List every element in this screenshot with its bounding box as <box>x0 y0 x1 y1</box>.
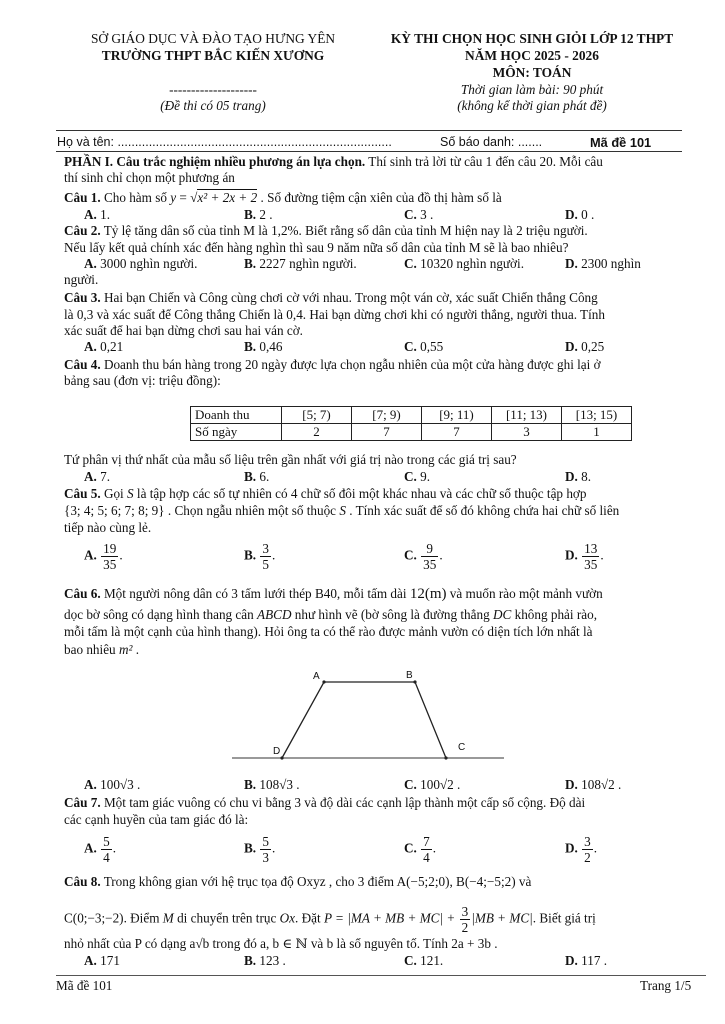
table-cell: [5; 7) <box>282 407 352 424</box>
exam-title: KỲ THI CHỌN HỌC SINH GIỎI LỚP 12 THPT <box>390 31 674 46</box>
point-b <box>413 680 416 683</box>
question-8: Câu 8. Trong không gian với hệ trục tọa độ Oxyz , cho 3 điểm A(−5;2;0), B(−4;−5;2) và <box>64 874 532 889</box>
question-2-line2: Nếu lấy kết quả chính xác đến hàng nghìn thì sau 9 năm nữa số dân của tỉnh M sẽ là bao nhiêu? <box>64 240 569 255</box>
table-header-days: Số ngày <box>191 424 282 441</box>
label-b: B <box>406 670 413 681</box>
question-2: Câu 2. Tỷ lệ tăng dân số của tỉnh M là 1,2%. Biết rằng số dân của tỉnh M hiện nay là 2 triệu người. <box>64 223 588 238</box>
q7-option-c[interactable]: C. $\frac{7}{4}$ . <box>404 834 437 865</box>
table-cell: [11; 13) <box>492 407 562 424</box>
q5-option-a[interactable]: A. $\frac{19}{35}$ . <box>84 541 123 572</box>
table-cell: 2 <box>282 424 352 441</box>
q6-option-a[interactable]: A. 100√3 . <box>84 777 141 792</box>
q4-option-b[interactable]: B. 6. <box>244 469 270 484</box>
name-field: Họ và tên: ............................................................................... <box>57 135 392 149</box>
candidate-number-field: Số báo danh: ....... <box>440 135 543 149</box>
q6-option-d[interactable]: D. 108√2 . <box>565 777 622 792</box>
table-cell: 7 <box>352 424 422 441</box>
question-4-line3: Tứ phân vị thứ nhất của mẫu số liệu trên gần nhất với giá trị nào trong các giá trị sau? <box>64 452 517 467</box>
table-cell: 7 <box>422 424 492 441</box>
q6-option-b[interactable]: B. 108√3 . <box>244 777 300 792</box>
page-count-note: (Đề thi có 05 trang) <box>160 98 266 113</box>
q1-option-d[interactable]: D. 0 . <box>565 207 595 222</box>
question-7-line2: các cạnh huyền của tam giác đó là: <box>64 812 249 827</box>
question-6-line4: bao nhiêu m² . <box>64 642 140 657</box>
q8-option-a[interactable]: A. 171 <box>84 953 120 968</box>
q3-option-a[interactable]: A. 0,21 <box>84 339 124 354</box>
label-d: D <box>273 746 281 757</box>
q4-option-d[interactable]: D. 8. <box>565 469 592 484</box>
label-a: A <box>313 671 320 682</box>
exam-code: Mã đề 101 <box>590 135 652 150</box>
table-cell: [13; 15) <box>562 407 632 424</box>
question-5: Câu 5. Gọi S là tập hợp các số tự nhiên có 4 chữ số đôi một khác nhau và các chữ số thuộc tập hợp <box>64 486 587 501</box>
q8-option-d[interactable]: D. 117 . <box>565 953 608 968</box>
q2-option-a[interactable]: A. 3000 nghìn người. <box>84 256 198 271</box>
part1-instruction-2: thí sinh chỉ chọn một phương án <box>64 170 235 185</box>
table-cell: 3 <box>492 424 562 441</box>
q4-option-a[interactable]: A. 7. <box>84 469 111 484</box>
point-c <box>444 756 447 759</box>
question-5-line3: tiếp nào cùng lẻ. <box>64 520 152 535</box>
question-6: Câu 6. Một người nông dân có 3 tấm lưới thép B40, mỗi tấm dài 12(m) và muốn rào một mảnh vườn <box>64 586 603 602</box>
q5-option-d[interactable]: D. $\frac{13}{35}$ . <box>565 541 604 572</box>
question-8-line3: nhỏ nhất của P có dạng a√b trong đó a, b ∈ ℕ và b là số nguyên tố. Tính 2a + 3b . <box>64 936 498 951</box>
trapezoid-sides <box>282 682 446 758</box>
question-7: Câu 7. Một tam giác vuông có chu vi bằng 3 và độ dài các cạnh lập thành một cấp số cộng. Độ dài <box>64 795 586 810</box>
question-4-line2: bảng sau (đơn vị: triệu đồng): <box>64 373 221 388</box>
part1-title: PHẦN I. Câu trắc nghiệm nhiều phương án lựa chọn. <box>64 154 366 169</box>
table-cell: [7; 9) <box>352 407 422 424</box>
question-3-line3: xác suất để hai bạn dừng chơi sau hai ván cờ. <box>64 323 303 338</box>
q1-option-a[interactable]: A. 1. <box>84 207 111 222</box>
page-number: Trang 1/5 <box>640 978 692 993</box>
q2-option-c[interactable]: C. 10320 nghìn người. <box>404 256 524 271</box>
school-year: NĂM HỌC 2025 - 2026 <box>465 48 599 63</box>
table-cell: [9; 11) <box>422 407 492 424</box>
question-4: Câu 4. Doanh thu bán hàng trong 20 ngày được lựa chọn ngẫu nhiên của một cửa hàng được ghi lại ở <box>64 357 601 372</box>
point-a <box>322 680 325 683</box>
q8-option-c[interactable]: C. 121. <box>404 953 444 968</box>
label-c: C <box>458 742 466 753</box>
department: SỞ GIÁO DỤC VÀ ĐÀO TẠO HƯNG YÊN <box>90 31 336 46</box>
q2-option-b[interactable]: B. 2227 nghìn người. <box>244 256 357 271</box>
q6-option-c[interactable]: C. 100√2 . <box>404 777 461 792</box>
q1-label: Câu 1. <box>64 190 101 205</box>
q1-option-c[interactable]: C. 3 . <box>404 207 434 222</box>
q5-option-b[interactable]: B. $\frac{3}{5}$ . <box>244 541 276 572</box>
table-cell: 1 <box>562 424 632 441</box>
q3-option-d[interactable]: D. 0,25 <box>565 339 605 354</box>
question-1: Câu 1. Cho hàm số y = √x² + 2x + 2 . Số đường tiệm cận xiên của đồ thị hàm số là <box>64 190 502 205</box>
question-3: Câu 3. Hai bạn Chiến và Công cùng chơi cờ với nhau. Trong một ván cờ, xác suất Chiến thắng Công <box>64 290 598 305</box>
time-note: (không kể thời gian phát đề) <box>457 98 607 113</box>
q3-option-b[interactable]: B. 0,46 <box>244 339 283 354</box>
question-8-line2: C(0;−3;−2). Điểm M di chuyển trên trục Ox. Đặt P = |MA + MB + MC| + $\frac{3}{2}$ |MB + MC|. Biết giá trị <box>64 904 596 935</box>
q5-option-c[interactable]: C. $\frac{9}{35}$ . <box>404 541 443 572</box>
q7-option-b[interactable]: B. $\frac{5}{3}$ . <box>244 834 276 865</box>
q2-option-d-wrap: người. <box>64 272 99 287</box>
sqrt-icon: √ <box>190 190 198 205</box>
q2-option-d[interactable]: D. 2300 nghìn <box>565 256 641 271</box>
school-name: TRƯỜNG THPT BẮC KIẾN XƯƠNG <box>101 48 325 63</box>
point-d <box>280 756 283 759</box>
time-limit: Thời gian làm bài: 90 phút <box>460 82 604 97</box>
dash-separator: -------------------- <box>169 82 257 97</box>
part1-instruction: Thí sinh trả lời từ câu 1 đến câu 20. Mỗi câu <box>365 154 603 169</box>
question-3-line2: là 0,3 và xác suất để Công thắng Chiến là 0,4. Hai bạn dừng chơi khi có người thắng, người thua. Tính <box>64 307 605 322</box>
q7-option-d[interactable]: D. $\frac{3}{2}$ . <box>565 834 598 865</box>
q1-option-b[interactable]: B. 2 . <box>244 207 273 222</box>
question-6-line2: dọc bờ sông có dạng hình thang cân ABCD như hình vẽ (bờ sông là đường thẳng DC không phải rào, <box>64 607 597 622</box>
question-5-line2: {3; 4; 5; 6; 7; 8; 9} . Chọn ngẫu nhiên một số thuộc S . Tính xác suất để số đó không chứa hai chữ số liên <box>64 503 620 518</box>
question-6-line3: mỗi tấm là một cạnh của hình thang). Hỏi ông ta có thể rào được mảnh vườn có diện tích lớn nhất là <box>64 624 593 639</box>
q3-option-c[interactable]: C. 0,55 <box>404 339 444 354</box>
q8-option-b[interactable]: B. 123 . <box>244 953 286 968</box>
footer-exam-code: Mã đề 101 <box>56 978 113 993</box>
table-header-revenue: Doanh thu <box>191 407 282 424</box>
footer-rule <box>56 975 706 976</box>
q7-option-a[interactable]: A. $\frac{5}{4}$ . <box>84 834 117 865</box>
q4-option-c[interactable]: C. 9. <box>404 469 431 484</box>
subject: MÔN: TOÁN <box>492 65 572 80</box>
